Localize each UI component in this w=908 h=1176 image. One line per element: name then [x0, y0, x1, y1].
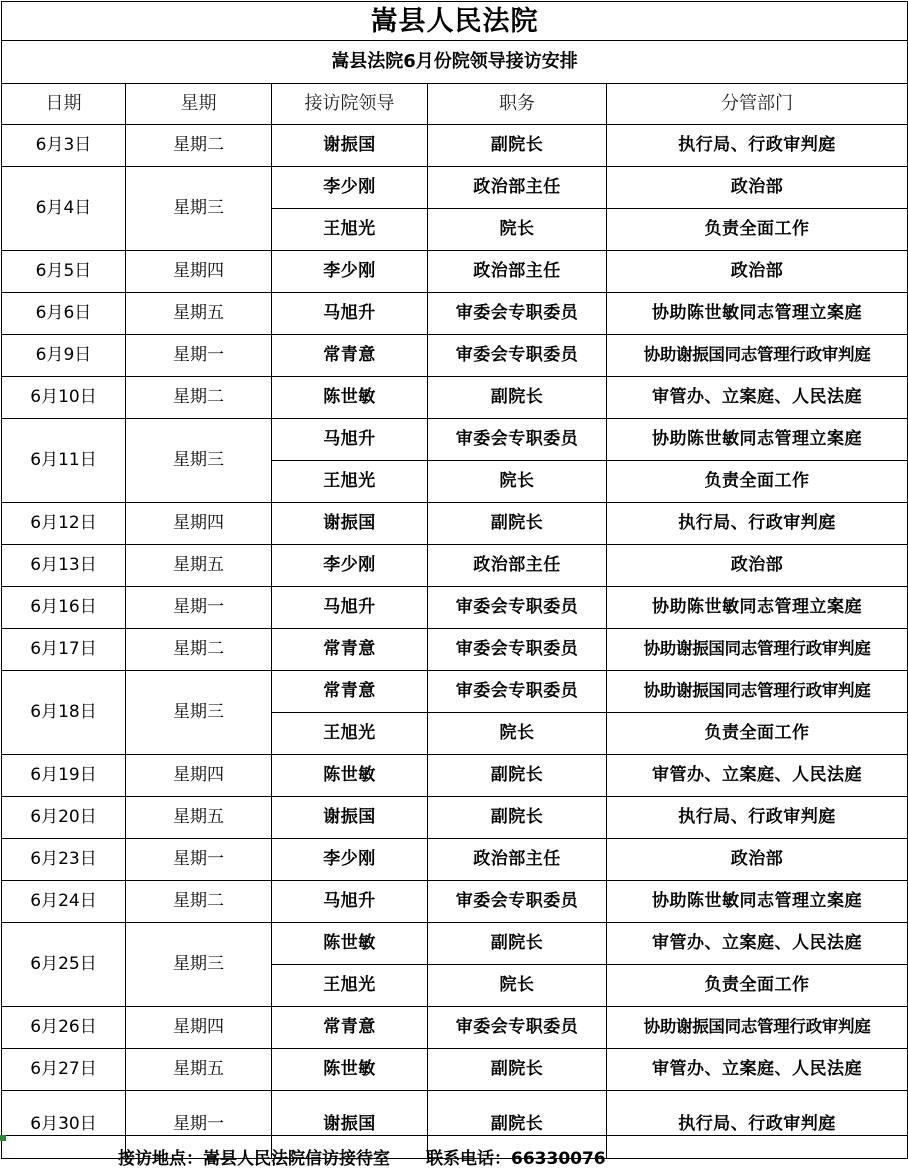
date-cell: 6月26日 [2, 1007, 126, 1049]
table-row [2, 881, 908, 923]
department-cell: 负责全面工作 [607, 461, 908, 503]
table-row [2, 335, 908, 377]
department-cell: 协助陈世敏同志管理立案庭 [607, 419, 908, 461]
department-cell: 审管办、立案庭、人民法庭 [607, 377, 908, 419]
position-cell: 副院长 [428, 755, 607, 797]
leader-cell: 陈世敏 [272, 923, 428, 965]
weekday-cell: 星期四 [126, 251, 272, 293]
table-row [2, 251, 908, 293]
weekday-cell: 星期三 [126, 419, 272, 503]
table-row [2, 629, 908, 671]
position-cell: 副院长 [428, 923, 607, 965]
department-cell: 协助谢振国同志管理行政审判庭 [607, 629, 908, 671]
table-row [2, 545, 908, 587]
position-cell: 审委会专职委员 [428, 1007, 607, 1049]
weekday-cell: 星期三 [126, 167, 272, 251]
table-row [2, 293, 908, 335]
header-weekday: 星期 [126, 84, 272, 125]
department-cell: 协助谢振国同志管理行政审判庭 [607, 671, 908, 713]
department-cell: 政治部 [607, 251, 908, 293]
table-row [2, 755, 908, 797]
date-cell: 6月10日 [2, 377, 126, 419]
leader-cell: 王旭光 [272, 713, 428, 755]
date-cell: 6月30日 [2, 1091, 126, 1159]
position-cell: 副院长 [428, 1091, 607, 1159]
leader-cell: 李少刚 [272, 839, 428, 881]
date-cell: 6月12日 [2, 503, 126, 545]
date-cell: 6月20日 [2, 797, 126, 839]
leader-cell: 谢振国 [272, 797, 428, 839]
date-cell: 6月25日 [2, 923, 126, 1007]
weekday-cell: 星期三 [126, 671, 272, 755]
position-cell: 院长 [428, 965, 607, 1007]
leader-cell: 常青意 [272, 671, 428, 713]
position-cell: 副院长 [428, 125, 607, 167]
weekday-cell: 星期四 [126, 1007, 272, 1049]
weekday-cell: 星期五 [126, 293, 272, 335]
leader-cell: 陈世敏 [272, 755, 428, 797]
department-cell: 政治部 [607, 839, 908, 881]
table-row [2, 923, 908, 965]
leader-cell: 谢振国 [272, 1091, 428, 1159]
page-title: 嵩县人民法院 [2, 2, 908, 41]
weekday-cell: 星期二 [126, 125, 272, 167]
position-cell: 审委会专职委员 [428, 671, 607, 713]
position-cell: 审委会专职委员 [428, 629, 607, 671]
leader-cell: 谢振国 [272, 503, 428, 545]
table-subtitle: 嵩县法院6月份院领导接访安排 [2, 41, 908, 84]
footer-location: 接访地点：嵩县人民法院信访接待室 [118, 1149, 390, 1169]
weekday-cell: 星期四 [126, 503, 272, 545]
department-cell: 负责全面工作 [607, 713, 908, 755]
corner-marker [0, 1135, 6, 1141]
position-cell: 政治部主任 [428, 839, 607, 881]
position-cell: 院长 [428, 461, 607, 503]
department-cell: 执行局、行政审判庭 [607, 797, 908, 839]
leader-cell: 马旭升 [272, 881, 428, 923]
weekday-cell: 星期二 [126, 881, 272, 923]
footer [0, 1135, 908, 1176]
weekday-cell: 星期三 [126, 923, 272, 1007]
position-cell: 审委会专职委员 [428, 335, 607, 377]
leader-cell: 王旭光 [272, 965, 428, 1007]
weekday-cell: 星期二 [126, 377, 272, 419]
table-row [2, 587, 908, 629]
date-cell: 6月16日 [2, 587, 126, 629]
footer-phone: 联系电话：66330076 [426, 1149, 606, 1169]
department-cell: 政治部 [607, 167, 908, 209]
date-cell: 6月24日 [2, 881, 126, 923]
header-department: 分管部门 [607, 84, 908, 125]
weekday-cell: 星期五 [126, 545, 272, 587]
position-cell: 审委会专职委员 [428, 293, 607, 335]
leader-cell: 马旭升 [272, 587, 428, 629]
position-cell: 副院长 [428, 377, 607, 419]
header-leader: 接访院领导 [272, 84, 428, 125]
leader-cell: 马旭升 [272, 293, 428, 335]
date-cell: 6月17日 [2, 629, 126, 671]
position-cell: 政治部主任 [428, 167, 607, 209]
date-cell: 6月23日 [2, 839, 126, 881]
weekday-cell: 星期一 [126, 335, 272, 377]
weekday-cell: 星期五 [126, 1049, 272, 1091]
leader-cell: 常青意 [272, 1007, 428, 1049]
department-cell: 协助陈世敏同志管理立案庭 [607, 881, 908, 923]
date-cell: 6月3日 [2, 125, 126, 167]
leader-cell: 谢振国 [272, 125, 428, 167]
date-cell: 6月9日 [2, 335, 126, 377]
position-cell: 审委会专职委员 [428, 881, 607, 923]
leader-cell: 陈世敏 [272, 1049, 428, 1091]
department-cell: 执行局、行政审判庭 [607, 1091, 908, 1159]
date-cell: 6月19日 [2, 755, 126, 797]
table-row [2, 503, 908, 545]
weekday-cell: 星期四 [126, 755, 272, 797]
schedule-table [1, 1, 908, 1159]
position-cell: 政治部主任 [428, 251, 607, 293]
date-cell: 6月4日 [2, 167, 126, 251]
weekday-cell: 星期一 [126, 839, 272, 881]
table-row [2, 377, 908, 419]
position-cell: 院长 [428, 713, 607, 755]
date-cell: 6月6日 [2, 293, 126, 335]
position-cell: 副院长 [428, 503, 607, 545]
date-cell: 6月5日 [2, 251, 126, 293]
position-cell: 副院长 [428, 797, 607, 839]
date-cell: 6月27日 [2, 1049, 126, 1091]
table-row [2, 1007, 908, 1049]
header-row [2, 84, 908, 125]
table-row [2, 167, 908, 209]
date-cell: 6月13日 [2, 545, 126, 587]
weekday-cell: 星期五 [126, 797, 272, 839]
header-date: 日期 [2, 84, 126, 125]
leader-cell: 常青意 [272, 629, 428, 671]
position-cell: 审委会专职委员 [428, 419, 607, 461]
table-row [2, 839, 908, 881]
header-position: 职务 [428, 84, 607, 125]
position-cell: 政治部主任 [428, 545, 607, 587]
department-cell: 负责全面工作 [607, 965, 908, 1007]
department-cell: 负责全面工作 [607, 209, 908, 251]
department-cell: 审管办、立案庭、人民法庭 [607, 755, 908, 797]
leader-cell: 李少刚 [272, 251, 428, 293]
position-cell: 副院长 [428, 1049, 607, 1091]
weekday-cell: 星期一 [126, 1091, 272, 1159]
leader-cell: 马旭升 [272, 419, 428, 461]
weekday-cell: 星期一 [126, 587, 272, 629]
table-row [2, 797, 908, 839]
leader-cell: 常青意 [272, 335, 428, 377]
leader-cell: 王旭光 [272, 461, 428, 503]
department-cell: 执行局、行政审判庭 [607, 125, 908, 167]
position-cell: 院长 [428, 209, 607, 251]
table-row [2, 671, 908, 713]
department-cell: 审管办、立案庭、人民法庭 [607, 923, 908, 965]
department-cell: 协助谢振国同志管理行政审判庭 [607, 1007, 908, 1049]
table-row [2, 419, 908, 461]
date-cell: 6月18日 [2, 671, 126, 755]
leader-cell: 陈世敏 [272, 377, 428, 419]
table-row [2, 125, 908, 167]
date-cell: 6月11日 [2, 419, 126, 503]
department-cell: 协助谢振国同志管理行政审判庭 [607, 335, 908, 377]
leader-cell: 李少刚 [272, 167, 428, 209]
department-cell: 协助陈世敏同志管理立案庭 [607, 293, 908, 335]
leader-cell: 李少刚 [272, 545, 428, 587]
department-cell: 协助陈世敏同志管理立案庭 [607, 587, 908, 629]
department-cell: 政治部 [607, 545, 908, 587]
table-row [2, 1049, 908, 1091]
weekday-cell: 星期二 [126, 629, 272, 671]
leader-cell: 王旭光 [272, 209, 428, 251]
position-cell: 审委会专职委员 [428, 587, 607, 629]
department-cell: 审管办、立案庭、人民法庭 [607, 1049, 908, 1091]
department-cell: 执行局、行政审判庭 [607, 503, 908, 545]
